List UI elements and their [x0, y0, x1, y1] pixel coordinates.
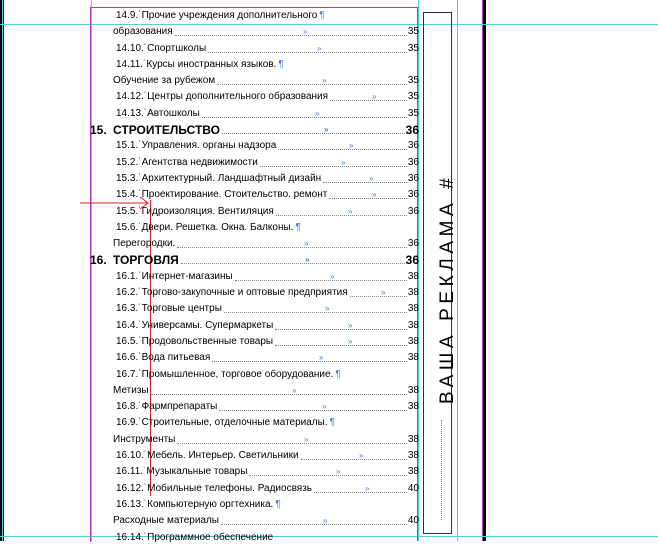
toc-entry[interactable]	[113, 464, 419, 480]
toc-section-number: 16.	[90, 253, 107, 268]
toc-dot-leader	[350, 296, 407, 297]
toc-entry[interactable]	[113, 318, 419, 334]
tab-marker-icon: »	[304, 434, 309, 444]
toc-entry-label: 15.1.˙Управления. органы надзора	[116, 140, 277, 152]
toc-entry-label: 16.7.˙Промышленное, торговое оборудование. ¶	[116, 368, 341, 380]
toc-entry[interactable]	[113, 220, 419, 236]
toc-dot-leader	[221, 524, 407, 525]
toc-entry[interactable]	[113, 106, 419, 122]
tab-marker-icon: »	[325, 304, 330, 314]
tab-marker-icon: »	[372, 190, 377, 200]
toc-page-number: 35	[407, 42, 419, 54]
toc-page-number: 38	[407, 270, 419, 282]
toc-page-number: 38	[407, 466, 419, 478]
toc-entry[interactable]	[113, 530, 419, 546]
toc-section-number: 15.	[90, 123, 107, 138]
toc-entry-label: 16.14.˙Программное обеспечение	[116, 531, 274, 543]
tab-marker-icon: »	[304, 239, 309, 249]
toc-entry[interactable]	[113, 236, 419, 252]
toc-entry-label: 16.10.˙Мебель. Интерьер. Светильники	[116, 450, 299, 462]
toc-page-number: 38	[407, 433, 419, 445]
toc-entry-label: 15.4.˙Проектирование. Стоительство. ремонт	[116, 189, 328, 201]
toc-entry-label: 16.9.˙Строительные, отделочные материалы. ¶	[116, 417, 335, 429]
toc-dot-leader	[260, 166, 407, 167]
toc-page-number: 40	[407, 482, 419, 494]
toc-dot-leader	[314, 492, 407, 493]
toc-page-number: 40	[407, 515, 419, 527]
pilcrow-icon: ¶	[329, 417, 335, 429]
toc-entry[interactable]	[113, 204, 419, 220]
tab-marker-icon: »	[372, 92, 377, 102]
tab-marker-icon: »	[336, 467, 341, 477]
tab-marker-icon: »	[381, 288, 386, 298]
toc-entry[interactable]	[113, 334, 419, 350]
toc-entry-label: 16.11.˙Музыкальные товары	[116, 466, 248, 478]
toc-page-number: 35	[407, 107, 419, 119]
toc-entry[interactable]	[113, 187, 419, 203]
toc-dot-leader	[323, 182, 407, 183]
toc-entry-label: 15.2.˙Агентства недвижимости	[116, 156, 258, 168]
tab-marker-icon: »	[341, 157, 346, 167]
toc-entry-label: 14.9.˙Прочие учреждения дополнительного ¶	[116, 10, 325, 21]
red-arrow-icon	[80, 196, 152, 210]
toc-entry[interactable]	[113, 399, 419, 415]
toc-page-number: 38	[407, 303, 419, 315]
toc-entry-label: 15.3.˙Архитектурный. Ландшафтный дизайн	[116, 172, 322, 184]
toc-entry-label: 16.2.˙Торгово-закупочные и оптовые предприятия	[116, 287, 348, 299]
pilcrow-icon: ¶	[335, 368, 341, 380]
toc-dot-leader	[151, 394, 407, 395]
toc-dot-leader	[249, 475, 407, 476]
toc-entry-label: ТОРГОВЛЯ	[113, 253, 179, 268]
toc-page-number: 35	[407, 26, 419, 38]
toc-dot-leader	[330, 100, 407, 101]
toc-entry[interactable]	[113, 432, 419, 448]
tab-marker-icon: »	[348, 320, 353, 330]
tab-marker-icon: »	[303, 27, 308, 37]
toc-page-number: 36	[407, 156, 419, 168]
toc-entry[interactable]	[113, 8, 419, 24]
pilcrow-icon: ¶	[275, 498, 281, 510]
toc-dot-leader	[202, 117, 407, 118]
toc-page-number: 38	[407, 401, 419, 413]
toc-entry[interactable]	[113, 415, 419, 431]
tab-marker-icon: »	[319, 353, 324, 363]
toc-entry[interactable]	[113, 57, 419, 73]
toc-entry-label: Перегородки.	[113, 238, 176, 250]
tab-marker-icon: »	[348, 336, 353, 346]
toc-dot-leader	[217, 84, 407, 85]
toc-entry-label: образования	[113, 26, 173, 38]
toc-dot-leader	[301, 459, 407, 460]
toc-dot-leader	[175, 35, 407, 36]
toc-page-number: 38	[407, 352, 419, 364]
toc-entry[interactable]	[113, 269, 419, 285]
toc-dot-leader	[275, 345, 407, 346]
toc-entry-label: 14.11.˙Курсы иностранных языков. ¶	[116, 58, 284, 70]
toc-entry-label: 16.5.˙Продовольственные товары	[116, 335, 274, 347]
toc-dot-leader	[329, 198, 407, 199]
toc-entry[interactable]	[113, 138, 419, 154]
toc-section[interactable]	[90, 122, 419, 138]
toc-entry[interactable]	[113, 497, 419, 513]
toc-entry-label: СТРОИТЕЛЬСТВО	[113, 123, 220, 138]
toc-page-number: 35	[407, 91, 419, 103]
toc-page-number: 38	[407, 319, 419, 331]
toc-entry-label: 16.8.˙Фармпрепараты	[116, 401, 218, 413]
toc-page-number: 35	[407, 75, 419, 87]
tab-marker-icon: »	[305, 255, 310, 265]
toc-page-number: 36	[407, 189, 419, 201]
toc-page-number: 36	[407, 205, 419, 217]
toc-dot-leader	[177, 247, 407, 248]
toc-page-number: 38	[407, 384, 419, 396]
toc-entry[interactable]	[113, 41, 419, 57]
toc-entry-label: 14.10.˙Спортшколы	[116, 42, 207, 54]
toc-page-number: 36	[407, 140, 419, 152]
tab-marker-icon: »	[315, 108, 320, 118]
toc-entry-label: Инструменты	[113, 433, 176, 445]
toc-dot-leader	[212, 361, 407, 362]
toc-entry-label: 16.3.˙Торговые центры	[116, 303, 222, 315]
pilcrow-icon: ¶	[295, 221, 301, 233]
toc-entry[interactable]	[113, 285, 419, 301]
toc-section[interactable]	[90, 252, 419, 268]
toc-entry-label: 14.12.˙Центры дополнительного образования	[116, 91, 329, 103]
toc-dot-leader	[276, 215, 407, 216]
toc-entry[interactable]	[113, 24, 419, 40]
toc-dot-leader	[219, 410, 407, 411]
tab-marker-icon: »	[349, 141, 354, 151]
toc-entry[interactable]	[113, 383, 419, 399]
toc-page-number: 38	[407, 335, 419, 347]
toc-entry[interactable]	[113, 89, 419, 105]
toc-entry[interactable]	[113, 481, 419, 497]
toc-dot-leader	[177, 443, 407, 444]
toc-dot-leader	[235, 280, 407, 281]
toc-entry[interactable]	[113, 301, 419, 317]
toc-page-number: 36	[405, 253, 419, 268]
toc-page-number: 36	[407, 172, 419, 184]
toc-entry-label: Расходные материалы	[113, 515, 219, 527]
pilcrow-icon: ¶	[319, 10, 325, 21]
tab-marker-icon: »	[322, 402, 327, 412]
toc-dot-leader	[278, 149, 407, 150]
toc-dot-leader	[222, 133, 407, 134]
ad-frame-dotted-line	[441, 420, 442, 520]
toc-entry-label: 16.1.˙Интернет-магазины	[116, 270, 233, 282]
toc-page-number: 38	[407, 287, 419, 299]
toc-entry[interactable]	[113, 73, 419, 89]
toc-entry-label: 14.13.˙Автошколы	[116, 107, 200, 119]
toc-entry[interactable]	[113, 171, 419, 187]
toc-entry[interactable]	[113, 155, 419, 171]
tab-marker-icon: »	[348, 206, 353, 216]
toc-dot-leader	[181, 263, 407, 264]
toc-page-number: 36	[405, 123, 419, 138]
table-of-contents[interactable]	[90, 8, 419, 546]
toc-entry[interactable]	[113, 367, 419, 383]
toc-entry[interactable]	[113, 350, 419, 366]
toc-dot-leader	[275, 329, 407, 330]
toc-entry-label: Метизы	[113, 384, 149, 396]
toc-entry-label: 16.4.˙Универсамы. Супермаркеты	[116, 319, 274, 331]
toc-entry-label: 15.6.˙Двери. Решетка. Окна. Балконы. ¶	[116, 221, 301, 233]
toc-entry[interactable]	[113, 513, 419, 529]
toc-entry[interactable]	[113, 448, 419, 464]
toc-entry-label: 16.12.˙Мобильные телефоны. Радиосвязь	[116, 482, 312, 494]
toc-entry-label: 15.5.˙Гидроизоляция. Вентиляция	[116, 205, 274, 217]
ad-text[interactable]: ВАША РЕКЛАМА #	[437, 173, 458, 404]
tab-marker-icon: »	[324, 125, 329, 135]
pilcrow-icon: ¶	[278, 58, 284, 70]
toc-page-number: 38	[407, 450, 419, 462]
guide-vertical-margin[interactable]	[482, 0, 483, 541]
tab-marker-icon: »	[359, 451, 364, 461]
toc-entry-label: Обучение за рубежом	[113, 75, 216, 87]
toc-page-number: 36	[407, 238, 419, 250]
page-edge-right	[483, 0, 486, 541]
toc-dot-leader	[224, 312, 407, 313]
toc-entry-label: 16.13.˙Компьютерную оргтехника. ¶	[116, 498, 281, 510]
guide-vertical[interactable]	[2, 0, 3, 541]
tab-marker-icon: »	[317, 43, 322, 53]
toc-dot-leader	[208, 52, 407, 53]
tab-marker-icon: »	[292, 385, 297, 395]
tab-marker-icon: »	[330, 271, 335, 281]
tab-marker-icon: »	[369, 173, 374, 183]
tab-marker-icon: »	[323, 516, 328, 526]
toc-entry-label: 16.6.˙Вода питьевая	[116, 352, 211, 364]
tab-marker-icon: »	[365, 483, 370, 493]
tab-marker-icon: »	[322, 76, 327, 86]
